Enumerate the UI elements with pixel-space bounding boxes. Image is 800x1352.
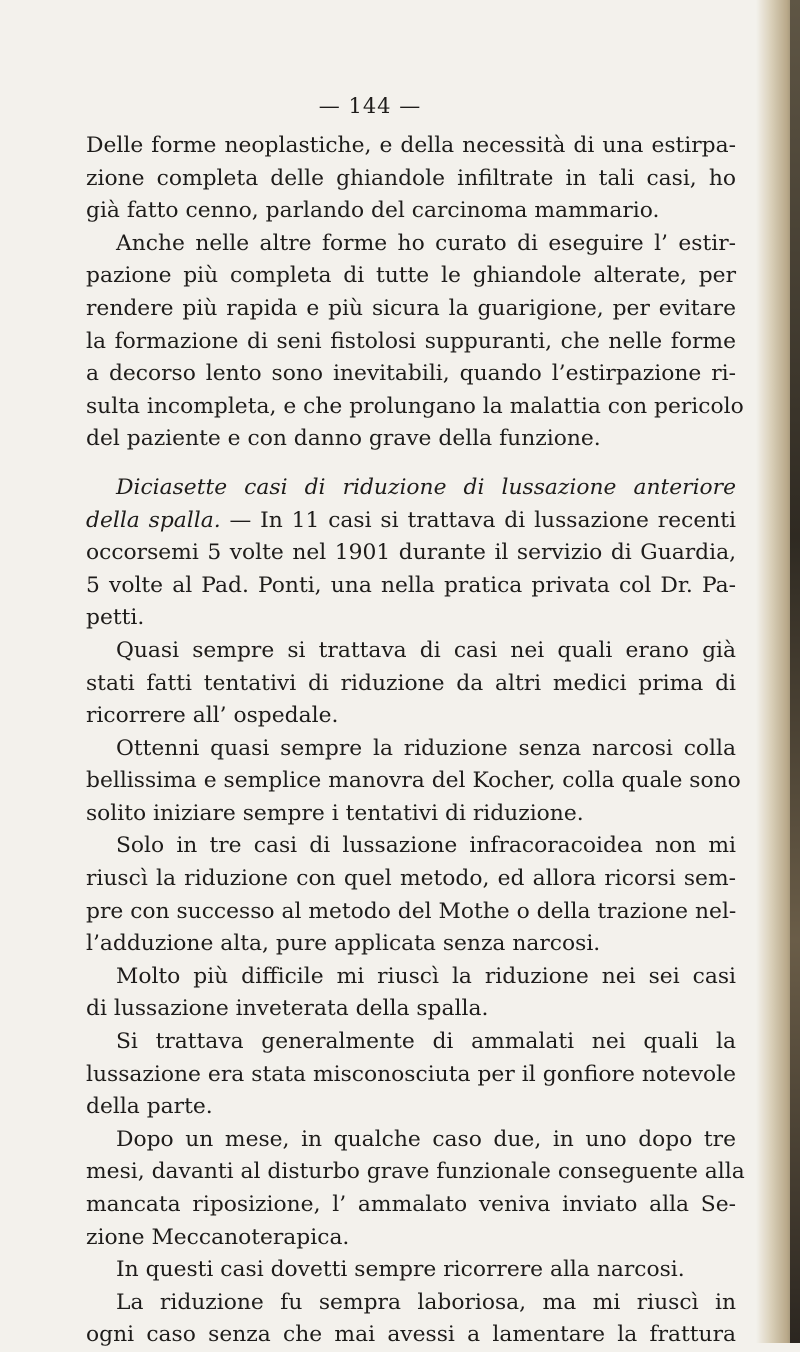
text-line: Molto più difficile mi riuscì la riduzione nei sei casi [116,963,736,989]
text-line: del paziente e con danno grave della funzione. [86,426,601,452]
text-line: ogni caso senza che mai avessi a lamentare la frattura [86,1322,736,1348]
section-heading: Diciasette casi di riduzione di lussazione anteriore [116,474,736,500]
page-binding-edge [790,0,800,1343]
text-line: Quasi sempre si trattava di casi nei quali erano già [116,637,736,663]
text-line: rendere più rapida e più sicura la guarigione, per evitare [86,295,736,321]
text-line: ricorrere all’ ospedale. [86,703,339,729]
text-line: a decorso lento sono inevitabili, quando l’estirpazione ri- [86,361,736,387]
text-line: sulta incompleta, e che prolungano la malattia con pericolo [86,393,744,419]
text-line: bellissima e semplice manovra del Kocher, colla quale sono [86,768,741,794]
text-line: riuscì la riduzione con quel metodo, ed allora ricorsi sem- [86,866,736,892]
text-line: Si trattava generalmente di ammalati nei quali la [116,1029,736,1055]
text-line: mesi, davanti al disturbo grave funzionale conseguente alla [86,1159,745,1185]
page-number: — 144 — [318,94,422,118]
text-line: lussazione era stata misconosciuta per il gonfiore notevole [86,1061,736,1087]
text-line: solito iniziare sempre i tentativi di riduzione. [86,800,584,826]
section-heading-end: della spalla. [86,507,221,533]
paragraph-gap [86,456,736,472]
text-line: In questi casi dovetti sempre ricorrere alla narcosi. [116,1257,685,1283]
text-line: petti. [86,605,145,631]
text-line: mancata riposizione, l’ ammalato veniva inviato alla Se- [86,1192,736,1217]
text-line: zione Meccanoterapica. [86,1224,350,1250]
text-line [86,505,736,538]
body-text [86,130,745,1352]
text-line: La riduzione fu sempra laboriosa, ma mi riuscì in [116,1289,736,1315]
text-line-rest: — In 11 casi si trattava di lussazione recenti [220,507,736,533]
text-line: 5 volte al Pad. Ponti, una nella pratica privata col Dr. Pa- [86,572,736,598]
text-line: Dopo un mese, in qualche caso due, in uno dopo tre [116,1126,736,1152]
text-line: pazione più completa di tutte le ghiandole alterate, per [86,263,736,289]
text-line: Ottenni quasi sempre la riduzione senza narcosi colla [116,735,736,761]
text-line: della parte. [86,1094,213,1120]
text-line: Solo in tre casi di lussazione infracoracoidea non mi [116,833,736,859]
text-line: occorsemi 5 volte nel 1901 durante il servizio di Guardia, [86,540,736,566]
text-line: l’adduzione alta, pure applicata senza narcosi. [86,931,601,957]
text-line: Delle forme neoplastiche, e della necessità di una estirpa- [86,133,736,158]
text-line: stati fatti tentativi di riduzione da altri medici prima di [86,670,736,696]
text-line: di lussazione inveterata della spalla. [86,996,489,1022]
text-line: la formazione di seni fistolosi suppuranti, che nelle forme [86,328,736,354]
text-line: zione completa delle ghiandole infiltrate in tali casi, ho [86,165,736,191]
text-line: già fatto cenno, parlando del carcinoma mammario. [86,198,660,224]
text-line: pre con successo al metodo del Mothe o della trazione nel- [86,898,737,924]
text-line: Anche nelle altre forme ho curato di eseguire l’ estir- [116,230,736,256]
